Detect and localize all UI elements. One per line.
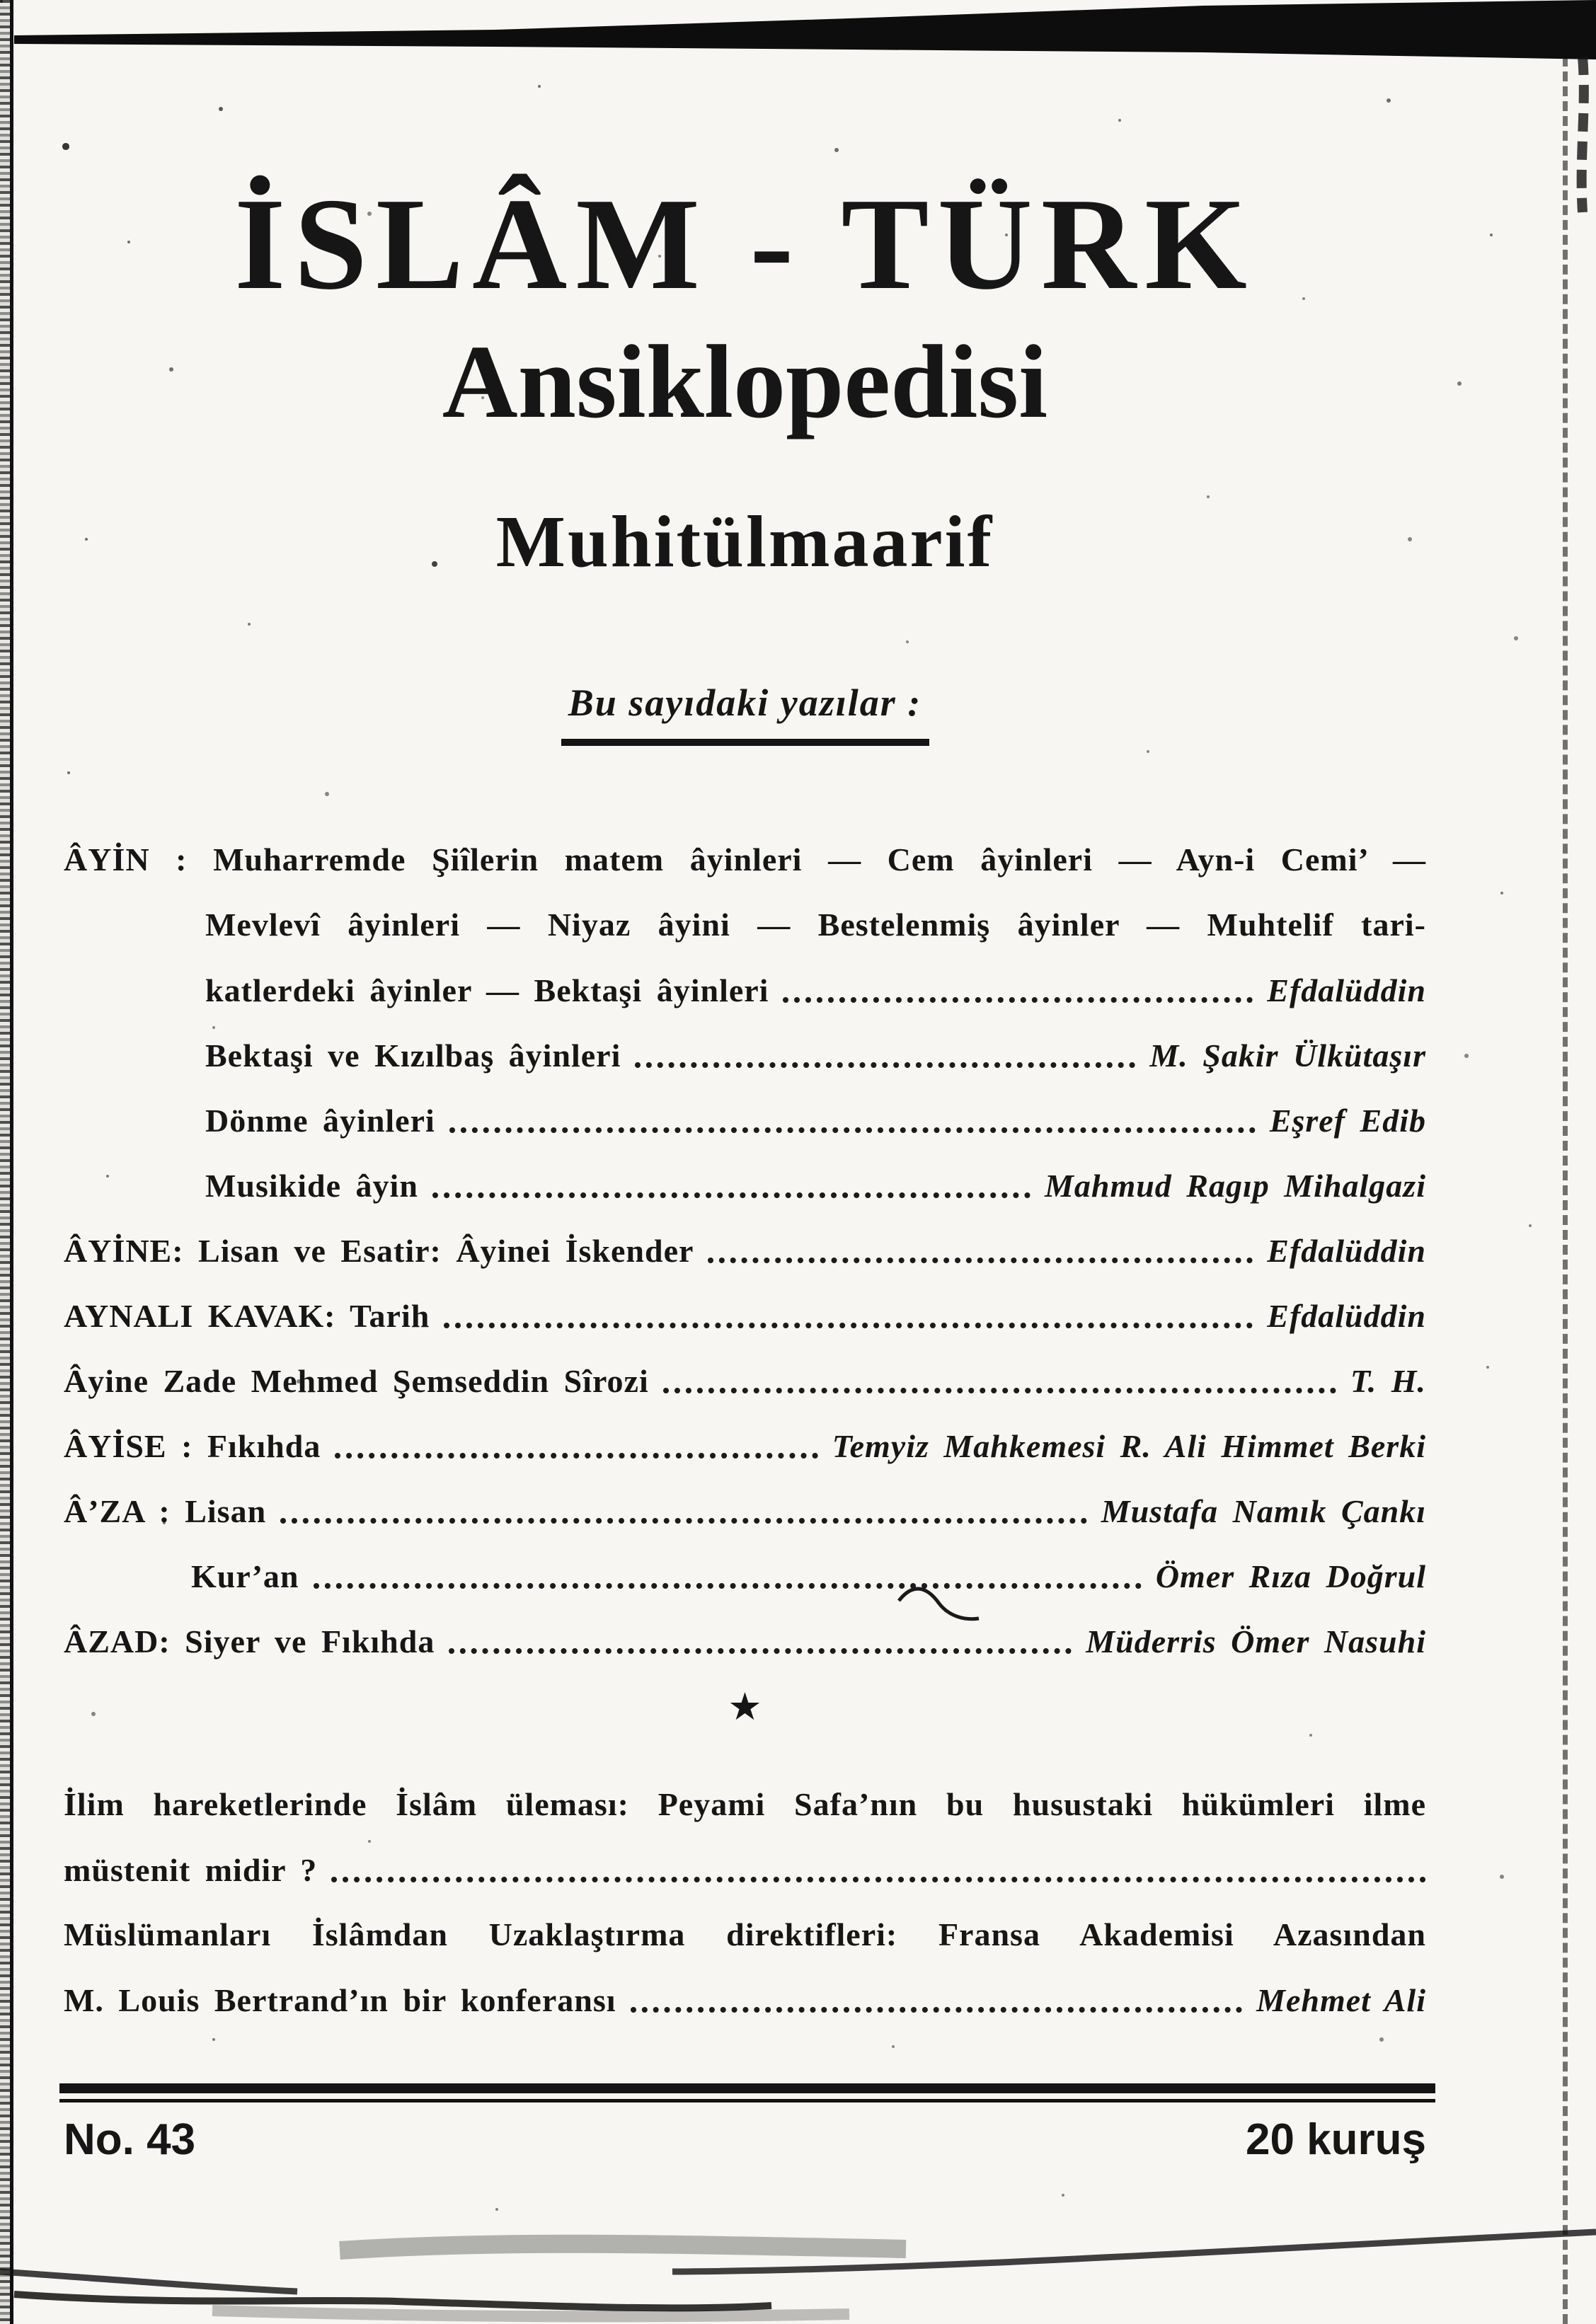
left-scan-edge [0, 0, 10, 2324]
toc-line [64, 1153, 1426, 1218]
toc-entry-text: Mevlevî âyinleri — Niyaz âyini — Bestelenmiş âyinler — Muhtelif tari- [205, 907, 1426, 943]
scan-artifact-squiggle [895, 1580, 1001, 1636]
toc-line [64, 1543, 1426, 1609]
toc-line [64, 1348, 1426, 1413]
footer-rule-thick [59, 2083, 1435, 2093]
toc-entry-label: ÂYİNE: Lisan ve Esatir: Âyinei İskender [64, 1232, 694, 1269]
left-scan-edge-line [10, 0, 13, 2324]
toc-entry-label: AYNALI KAVAK: Tarih [64, 1297, 430, 1334]
toc-entry-label: Kur’an [191, 1558, 299, 1594]
toc-entry-label: ÂYİSE : Fıkıhda [64, 1427, 321, 1464]
note-label: müstenit midir ? [64, 1851, 318, 1888]
toc-line [64, 1609, 1426, 1674]
toc-line [64, 957, 1426, 1023]
toc-line [64, 1088, 1426, 1153]
dot-leader [783, 997, 1253, 1003]
contents-heading: Bu sayıdaki yazılar : [568, 681, 922, 724]
dot-leader [314, 1583, 1142, 1589]
toc-entry-author: Efdalüddin [1267, 1232, 1426, 1269]
toc-line [64, 1218, 1426, 1283]
bottom-scan-artifacts [0, 2165, 1596, 2324]
toc-line [64, 892, 1426, 957]
toc-entry-author: Mahmud Ragıp Mihalgazi [1044, 1167, 1426, 1204]
toc-line [64, 1283, 1426, 1348]
dot-leader [631, 2007, 1243, 2013]
issue-number: No. 43 [64, 2115, 196, 2164]
right-scan-edge [1563, 57, 1568, 2324]
masthead [64, 171, 1426, 582]
toc-line [64, 827, 1426, 892]
toc-line [64, 1413, 1426, 1478]
toc-entry-label: Â’ZA : Lisan [64, 1492, 267, 1529]
toc-entry-author: Temyiz Mahkemesi R. Ali Himmet Berki [832, 1427, 1426, 1464]
toc-entry-label: Bektaşi ve Kızılbaş âyinleri [205, 1037, 621, 1074]
heading-underline [561, 739, 929, 746]
toc-line [64, 1023, 1426, 1088]
toc-entry-author: Efdalüddin [1267, 1297, 1426, 1334]
dot-leader [331, 1877, 1426, 1882]
contents-list [64, 827, 1426, 2032]
dot-leader [449, 1648, 1072, 1654]
toc-entry-author: Müderris Ömer Nasuhi [1086, 1623, 1426, 1659]
price: 20 kuruş [1245, 2115, 1426, 2164]
toc-entry-author: T. H. [1350, 1362, 1426, 1399]
dot-leader [663, 1388, 1336, 1393]
star-icon: ★ [728, 1685, 762, 1728]
note-label: M. Louis Bertrand’ın bir konferansı [64, 1981, 616, 2018]
toc-entry-label: Âyine Zade Mehmed Şemseddin Sîrozi [64, 1362, 649, 1399]
toc-entry-label: katlerdeki âyinler — Bektaşi âyinleri [205, 972, 769, 1008]
dot-leader [708, 1258, 1253, 1263]
toc-entry-author: Ömer Rıza Doğrul [1155, 1558, 1426, 1594]
note-text: Müslümanları İslâmdan Uzaklaştırma direktifleri: Fransa Akademisi Azasından [64, 1916, 1426, 1952]
note-line [64, 1837, 1426, 1902]
dot-leader [444, 1323, 1253, 1328]
note-line [64, 1902, 1426, 1967]
note-line [64, 1967, 1426, 2032]
toc-entry-author: Efdalüddin [1267, 972, 1426, 1008]
toc-entry-text: ÂYİN : Muharremde Şiîlerin matem âyinleri — Cem âyinleri — Ayn-i Cemi’ — [64, 841, 1426, 878]
footer [64, 2115, 1426, 2165]
note-text: İlim hareketlerinde İslâm üleması: Peyami Safa’nın bu husustaki hükümleri ilme [64, 1786, 1426, 1822]
announcement-notes [64, 1772, 1426, 2032]
scan-speckles [0, 0, 3, 3]
toc-entry-author: M. Şakir Ülkütaşır [1149, 1037, 1426, 1074]
dot-leader [335, 1453, 817, 1459]
note-line [64, 1772, 1426, 1837]
toc-entry-label: ÂZAD: Siyer ve Fıkıhda [64, 1623, 435, 1659]
dot-leader [635, 1062, 1135, 1068]
note-author: Mehmet Ali [1256, 1981, 1426, 2018]
contents-heading-block [64, 681, 1426, 746]
dot-leader [432, 1192, 1030, 1198]
dot-leader [449, 1127, 1256, 1133]
toc-entry-label: Musikide âyin [205, 1167, 418, 1204]
magazine-edition-title: Muhitülmaarif [495, 501, 994, 582]
magazine-subtitle: Ansiklopedisi [442, 324, 1048, 440]
dot-leader [280, 1518, 1087, 1524]
magazine-title: İSLÂM - TÜRK [234, 171, 1256, 317]
toc-entry-author: Eşref Edib [1269, 1102, 1426, 1139]
toc-line [64, 1478, 1426, 1543]
toc-entry-label: Dönme âyinleri [205, 1102, 435, 1139]
star-separator-row [64, 1674, 1426, 1739]
footer-rule-thin [59, 2099, 1435, 2102]
toc-entry-author: Mustafa Namık Çankı [1101, 1492, 1426, 1529]
